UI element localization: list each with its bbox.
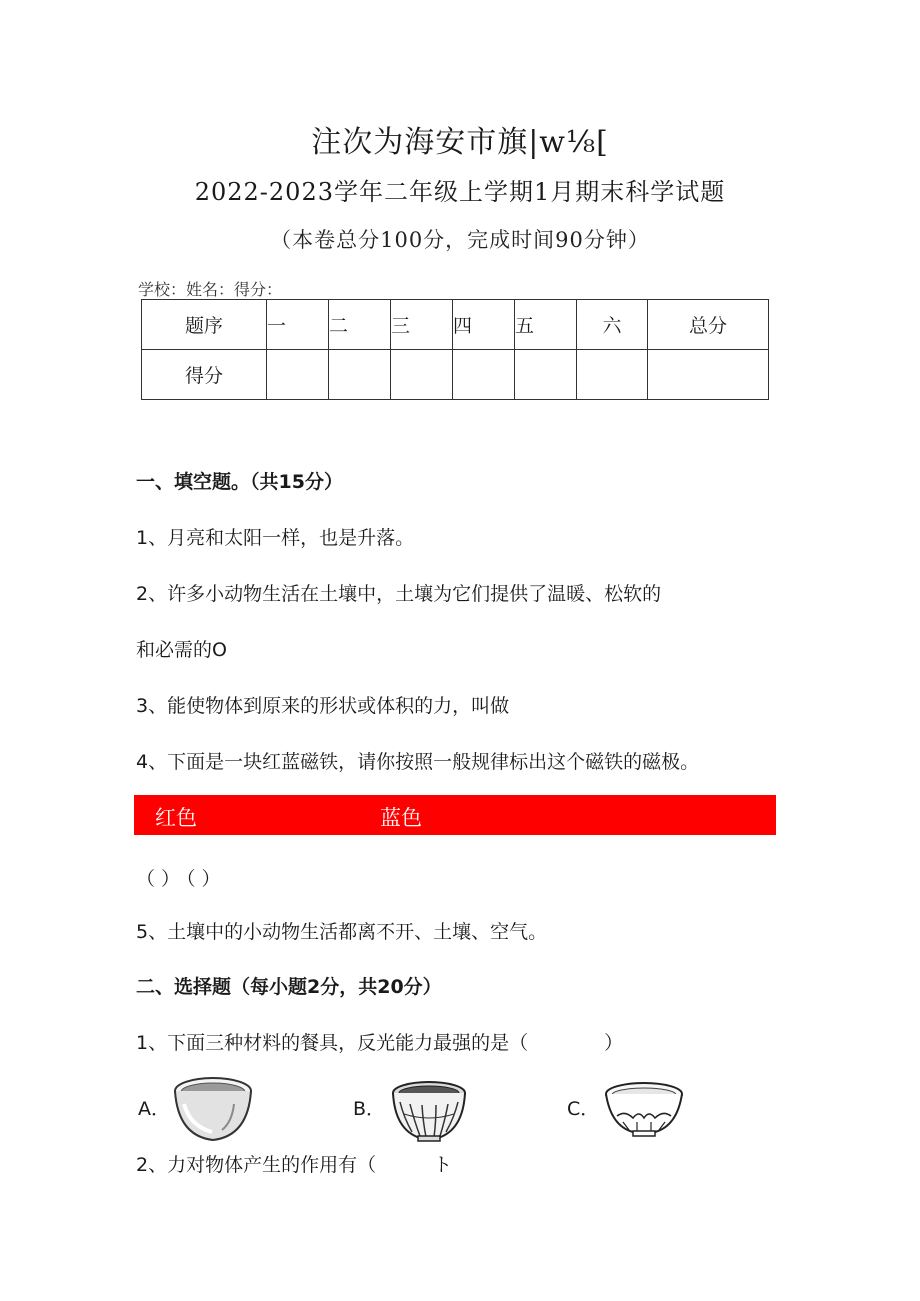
score-table-header-row xyxy=(142,300,769,350)
question-2-1: 1、下面三种材料的餐具，反光能力最强的是（ ） xyxy=(136,1032,624,1054)
table-cell: 一 xyxy=(267,300,329,350)
exam-subtitle: （本卷总分100分，完成时间90分钟） xyxy=(270,228,650,252)
magnet-pole-blanks: （）（） xyxy=(136,868,227,890)
option-b-label: B． xyxy=(353,1098,386,1120)
magnet-blue-label: 蓝色 xyxy=(380,806,422,830)
option-a-label: A． xyxy=(138,1098,170,1120)
score-input-cell[interactable] xyxy=(329,350,391,400)
document-title: 注次为海安市旗|w⅛[ xyxy=(311,125,609,160)
wooden-bowl-icon xyxy=(390,1078,468,1144)
score-input-cell[interactable] xyxy=(515,350,577,400)
table-cell: 四 xyxy=(453,300,515,350)
question-1-2: 2、许多小动物生活在土壤中，土壤为它们提供了温暖、松软的 xyxy=(136,583,662,605)
magnet-bar xyxy=(134,795,776,835)
table-cell: 五 xyxy=(515,300,577,350)
score-table-score-row xyxy=(142,350,769,400)
ceramic-bowl-icon xyxy=(603,1080,685,1140)
question-1-4: 4、下面是一块红蓝磁铁，请你按照一般规律标出这个磁铁的磁极。 xyxy=(136,751,700,773)
section1-heading: 一、填空题。（共15分） xyxy=(136,471,343,493)
score-input-cell[interactable] xyxy=(648,350,769,400)
score-input-cell[interactable] xyxy=(391,350,453,400)
question-1-5: 5、土壤中的小动物生活都离不开、土壤、空气。 xyxy=(136,921,548,943)
score-input-cell[interactable] xyxy=(577,350,648,400)
table-cell: 二 xyxy=(329,300,391,350)
score-table xyxy=(141,299,769,400)
table-cell: 得分 xyxy=(142,350,267,400)
section2-heading: 二、选择题（每小题2分，共20分） xyxy=(136,976,442,998)
table-cell: 总分 xyxy=(648,300,769,350)
student-info-line: 学校：姓名：得分： xyxy=(138,280,283,299)
magnet-red-label: 红色 xyxy=(155,806,197,830)
question-1-1: 1、月亮和太阳一样，也是升落。 xyxy=(136,527,415,549)
table-cell: 六 xyxy=(577,300,648,350)
question-1-2-continued: 和必需的O xyxy=(136,639,227,661)
question-1-3: 3、能使物体到原来的形状或体积的力，叫做 xyxy=(136,695,510,717)
score-input-cell[interactable] xyxy=(267,350,329,400)
table-cell: 题序 xyxy=(142,300,267,350)
question-2-2: 2、力对物体产生的作用有（ ト xyxy=(136,1154,453,1176)
exam-title: 2022-2023学年二年级上学期1月期末科学试题 xyxy=(194,178,726,206)
option-c-label: C． xyxy=(567,1098,600,1120)
table-cell: 三 xyxy=(391,300,453,350)
score-input-cell[interactable] xyxy=(453,350,515,400)
metal-bowl-icon xyxy=(172,1074,254,1144)
